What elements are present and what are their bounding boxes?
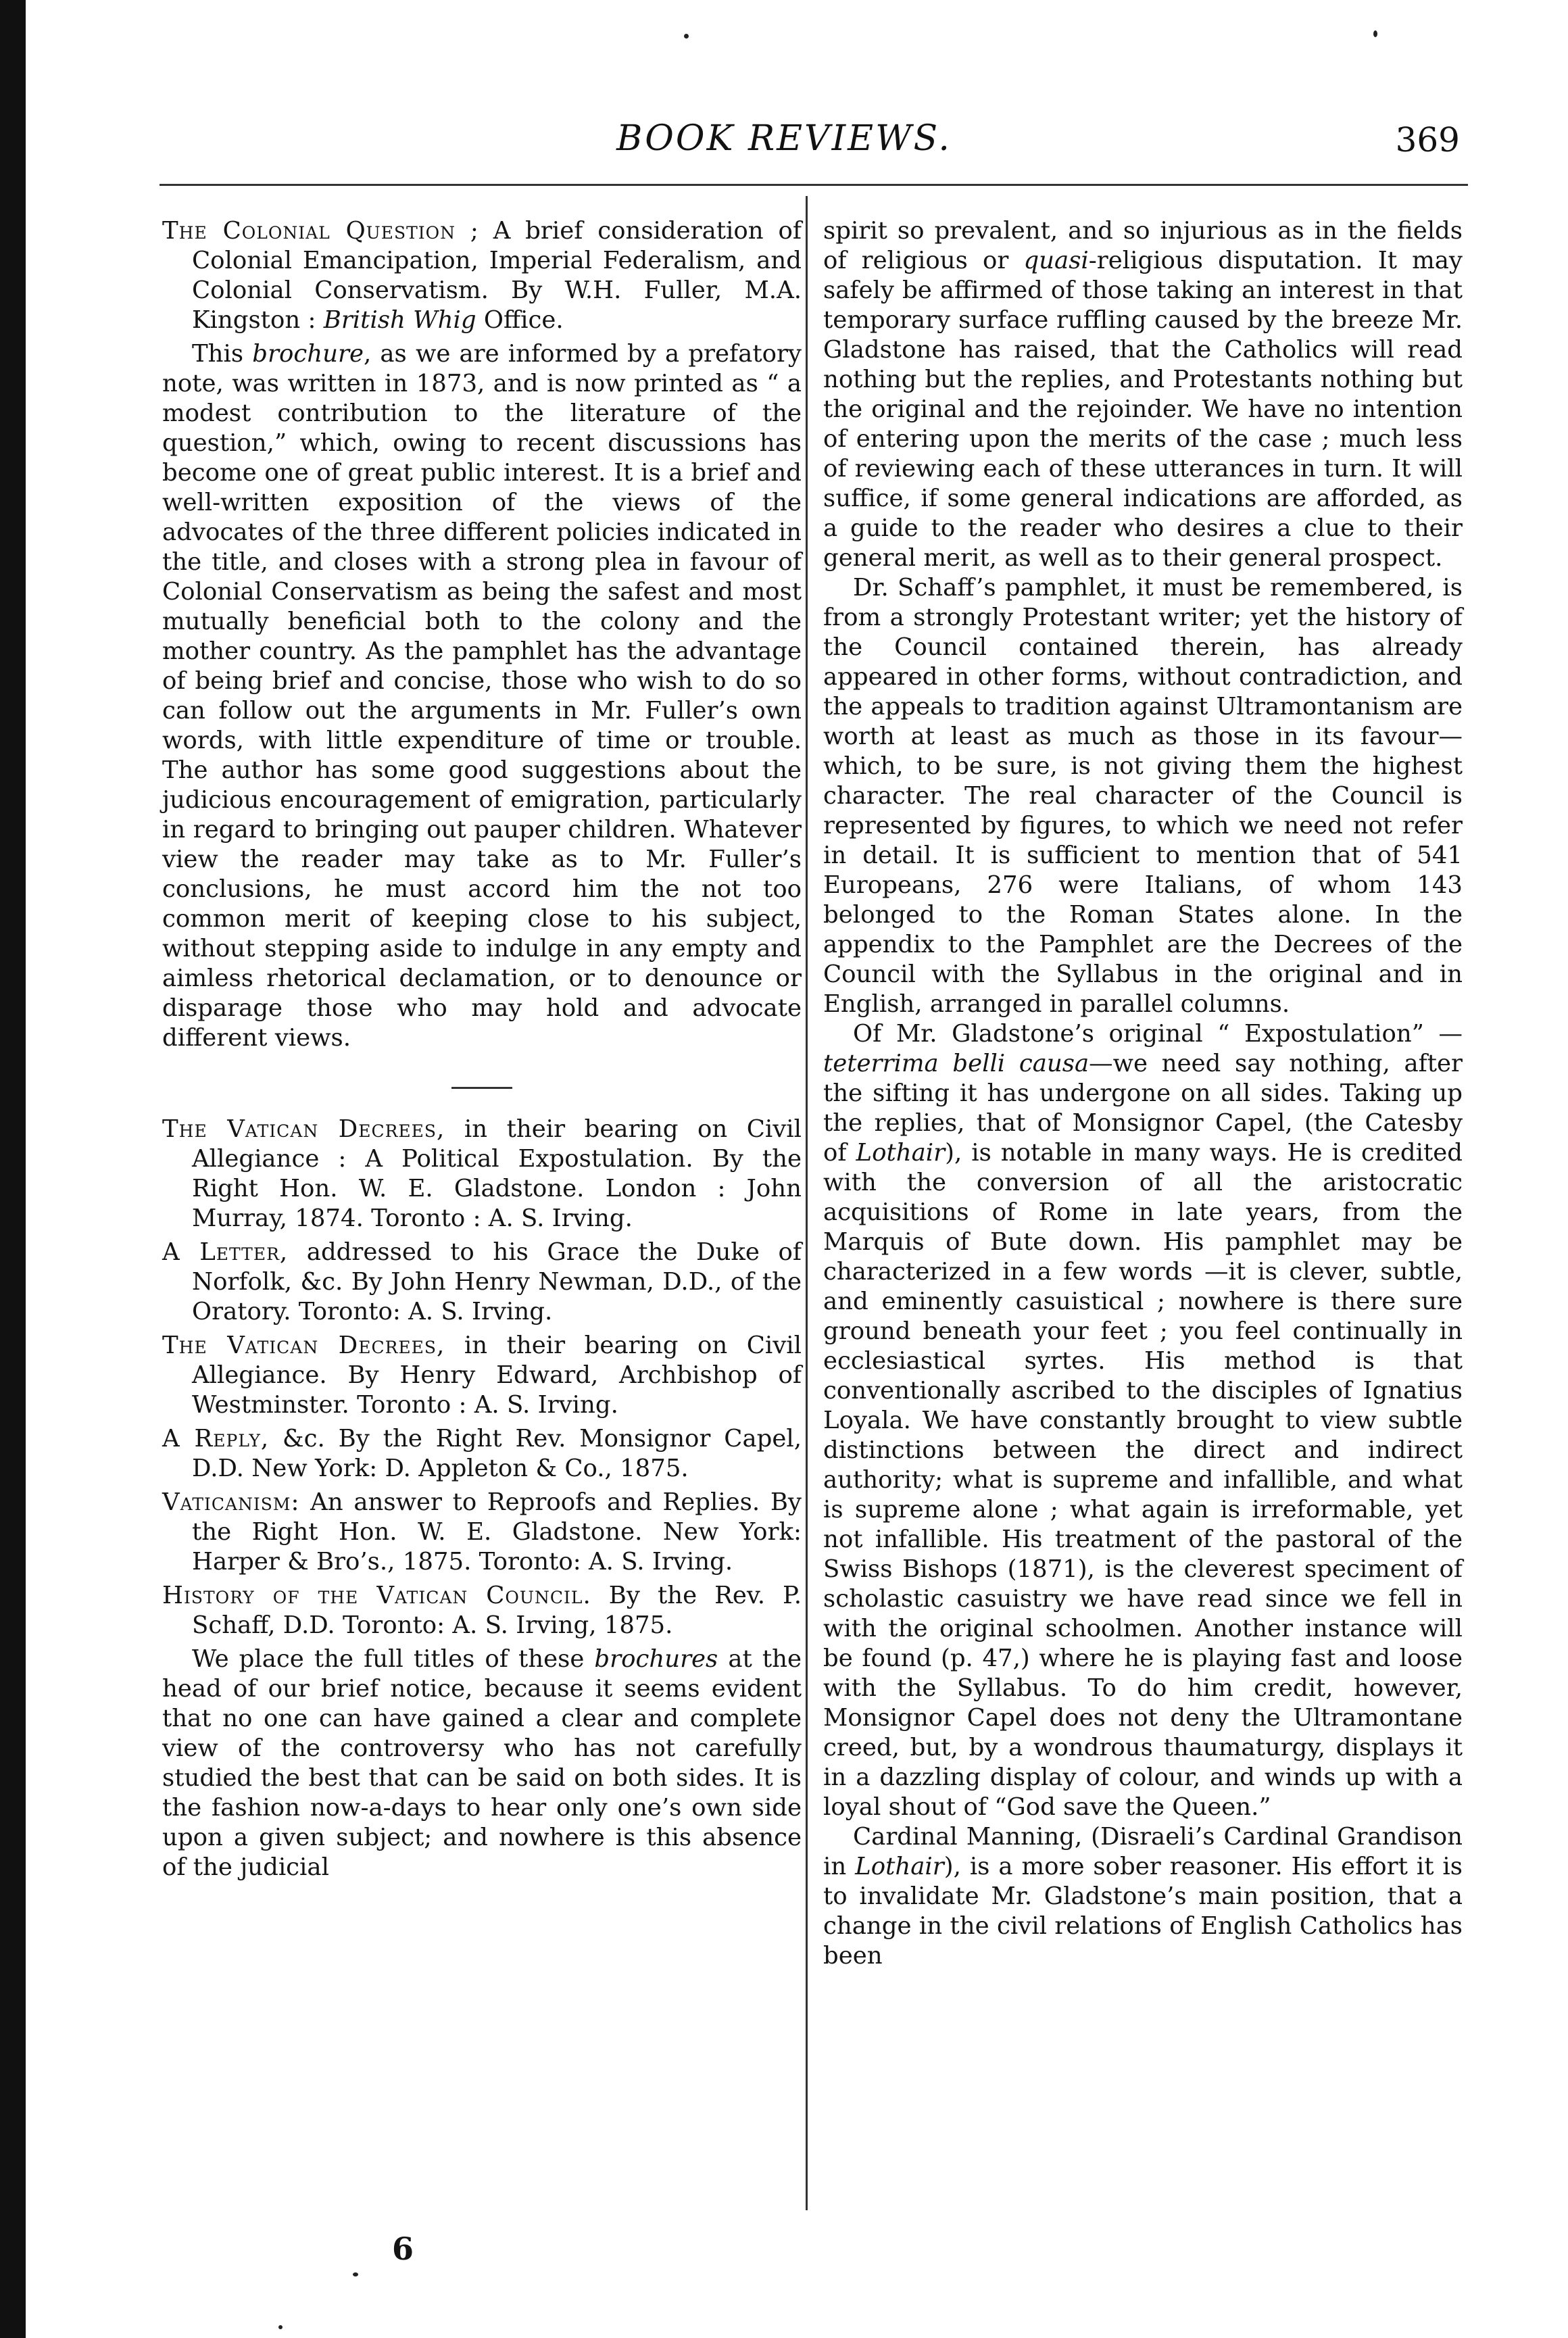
scan-speck [1373, 30, 1377, 37]
citation-text: ; A brief consideration of Colonial Emancipation, Imperial Federalism, and Colonial Conservatism. By W.H. Fuller, M.A. Kingston : [192, 217, 802, 334]
review-citation: History of the Vatican Council. By the Rev. P. Schaff, D.D. Toronto: A. S. Irving, 1875. [162, 1582, 802, 1639]
column-rule [806, 196, 808, 2210]
review-citation: A Letter, addressed to his Grace the Duke of Norfolk, &c. By John Henry Newman, D.D., of the Oratory. Toronto: A. S. Irving. [162, 1238, 802, 1325]
review-paragraph: Of Mr. Gladstone’s original “ Expostulation” —teterrima belli causa—we need say nothing, after the sifting it has undergone on all sides. Taking up the replies, that of Monsignor Capel, (the Catesby of Lothair), is notable in many ways. He is credited with the conversion of all the aristocratic acquisitions of Rome in late years, from the Marquis of Bute down. His pamphlet may be characterized in a few words —it is clever, subtle, and eminently casuistical ; nowhere is there sure ground beneath your feet ; you feel continually in ecclesiastical syrtes. His method is that conventionally ascribed to the disciples of Ignatius Loyala. We have constantly brought to view subtle distinctions between the direct and indirect authority; what is supreme and infallible, and what is supreme alone ; what again is irreformable, yet not infallible. His treatment of the pastoral of the Swiss Bishops (1871), is the cleverest speciment of scholastic casuistry we have read since we fell in with the original schoolmen. Another instance will be found (p. 47,) where he is playing fast and loose with the Syllabus. To do him credit, however, Monsignor Capel does not deny the Ultramontane creed, but, by a wondrous thaumaturgy, displays it in a dazzling display of colour, and winds up with a loyal shout of “God save the Queen.” [823, 1020, 1463, 1821]
signature-mark: 6 [391, 2231, 414, 2267]
review-paragraph: This brochure, as we are informed by a prefatory note, was written in 1873, and is now printed as “ a modest contribution to the literature of the question,” which, owing to recent discussions has become one of great public interest. It is a brief and well-written exposition of the views of the advocates of the three different policies indicated in the title, and closes with a strong plea in favour of Colonial Conservatism as being the safest and most mutually beneficial both to the colony and the mother country. As the pamphlet has the advantage of being brief and concise, those who wish to do so can follow out the arguments in Mr. Fuller’s own words, with little expenditure of time or trouble. The author has some good suggestions about the judicious encouragement of emigration, particularly in regard to bringing out pauper children. Whatever view the reader may take as to Mr. Fuller’s conclusions, he must accord him the not too common merit of keeping close to his subject, without stepping aside to indulge in any empty and aimless rhetorical declamation, or to denounce or disparage those who may hold and advocate different views. [162, 340, 802, 1052]
left-column [162, 216, 802, 1882]
page-number: 369 [1395, 120, 1460, 160]
scan-speck [353, 2272, 358, 2276]
review-paragraph: We place the full titles of these brochures at the head of our brief notice, because it seems evident that no one can have gained a clear and complete view of the controversy who has not carefully studied the best that can be said on both sides. It is the fashion now-a-days to hear only one’s own side upon a given subject; and nowhere is this absence of the judicial [162, 1645, 802, 1881]
review-citation: The Vatican Decrees, in their bearing on Civil Allegiance. By Henry Edward, Archbishop of Westminster. Toronto : A. S. Irving. [162, 1332, 802, 1419]
review-paragraph: spirit so prevalent, and so injurious as in the fields of religious or quasi-religious disputation. It may safely be affirmed of those taking an interest in that temporary surface ruffling caused by the breeze Mr. Gladstone has raised, that the Catholics will read nothing but the replies, and Protestants nothing but the original and the rejoinder. We have no intention of entering upon the merits of the case ; much less of reviewing each of these utterances in turn. It will suffice, if some general indications are afforded, as a guide to the reader who desires a clue to their general merit, as well as to their general prospect. [823, 217, 1463, 572]
scan-speck [684, 34, 689, 39]
right-column [823, 216, 1463, 1971]
review-paragraph: Cardinal Manning, (Disraeli’s Cardinal Grandison in Lothair), is a more sober reasoner. His effort it is to invalidate Mr. Gladstone’s main position, that a change in the civil relations of English Catholics has been [823, 1823, 1463, 1970]
citation-title: The Colonial Question [162, 217, 456, 245]
citation-tail: Office. [483, 306, 564, 334]
section-divider [451, 1087, 512, 1089]
running-header: BOOK REVIEWS. [616, 118, 952, 159]
header-rule [160, 184, 1468, 186]
review-citation [162, 216, 802, 335]
review-citation: Vaticanism: An answer to Reproofs and Replies. By the Right Hon. W. E. Gladstone. New York: Harper & Bro’s., 1875. Toronto: A. S. Irving. [162, 1488, 802, 1576]
review-citation: The Vatican Decrees, in their bearing on Civil Allegiance : A Political Expostulation. By the Right Hon. W. E. Gladstone. London : John Murray, 1874. Toronto : A. S. Irving. [162, 1115, 802, 1232]
review-citation: A Reply, &c. By the Right Rev. Monsignor Capel, D.D. New York: D. Appleton & Co., 1875. [162, 1425, 802, 1482]
citation-publisher: British Whig [323, 306, 476, 334]
scan-edge [0, 0, 26, 2338]
scan-speck [278, 2325, 283, 2329]
review-paragraph: Dr. Schaff’s pamphlet, it must be remembered, is from a strongly Protestant writer; yet the history of the Council contained therein, has already appeared in other forms, without contradiction, and the appeals to tradition against Ultramontanism are worth at least as much as those in its favour—which, to be sure, is not giving them the highest character. The real character of the Council is represented by figures, to which we need not refer in detail. It is sufficient to mention that of 541 Europeans, 276 were Italians, of whom 143 belonged to the Roman States alone. In the appendix to the Pamphlet are the Decrees of the Council with the Syllabus in the original and in English, arranged in parallel columns. [823, 574, 1463, 1018]
